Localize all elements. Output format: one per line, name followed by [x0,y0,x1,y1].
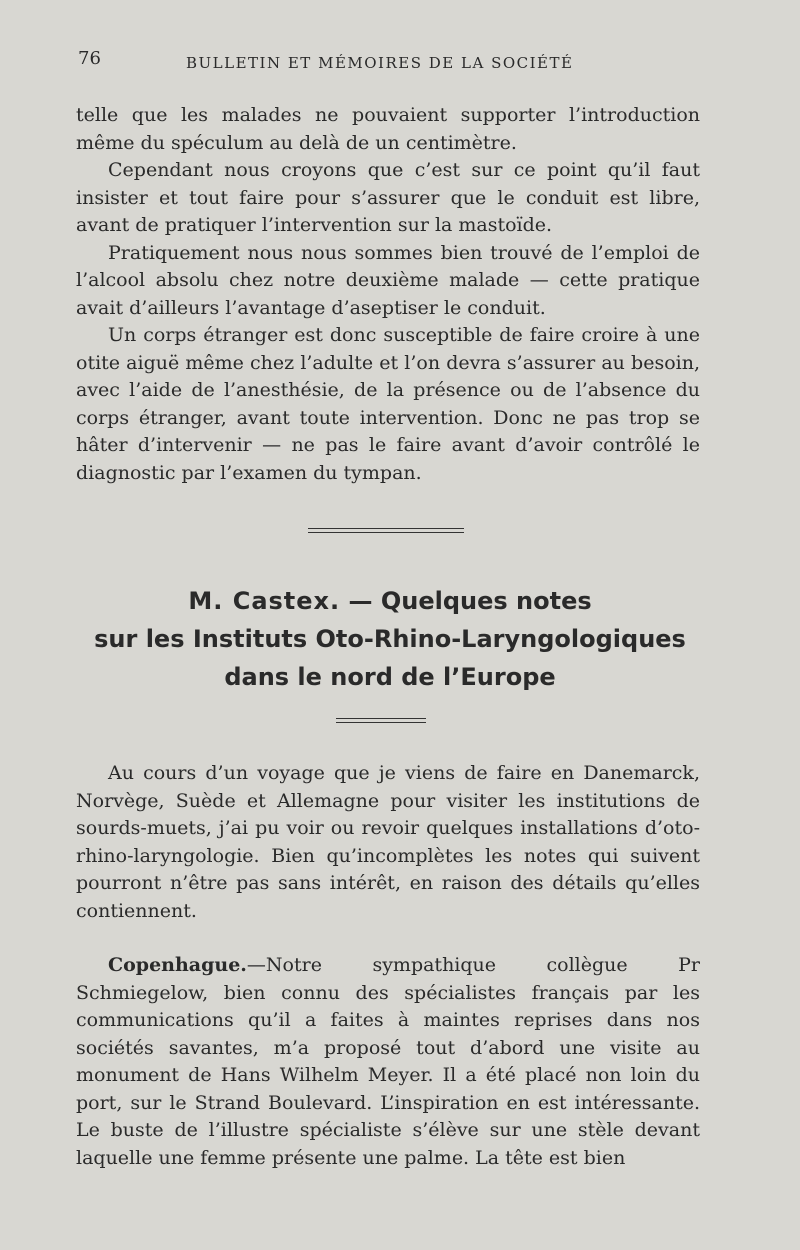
title-line: dans le nord de l’Europe [224,663,556,691]
top-text [76,102,700,487]
paragraph: telle que les malades ne pouvaient supporter l’introduction même du spéculum au delà de un centimètre. [76,104,700,154]
title-divider [336,718,426,723]
page-number: 76 [78,48,101,69]
paragraph [76,952,700,1172]
title-line: sur les Instituts Oto-Rhino-Laryngologiques [94,625,686,653]
running-title: BULLETIN ET MÉMOIRES DE LA SOCIÉTÉ [186,54,574,72]
section-text: —Notre sympathique collègue Pr Schmiegelow, bien connu des spécialistes français par les communications qu’il a faites à maintes reprises dans nos sociétés savantes, m’a proposé tout d’abord une visite au monument de Hans Wilhelm Meyer. Il a été placé non loin du port, sur le Strand Boulevard. L’inspiration en est intéressante. Le buste de l’illustre spécialiste s’élève sur une stèle devant laquelle une femme présente une palme. La tête est bien [76,954,700,1169]
paragraph: Cependant nous croyons que c’est sur ce point qu’il faut insister et tout faire pour s’assurer que le conduit est libre, avant de pratiquer l’intervention sur la mastoïde. [76,159,700,236]
section-lead: Copenhague. [108,954,247,976]
paragraph: Pratiquement nous nous sommes bien trouvé de l’emploi de l’alcool absolu chez notre deuxième malade — cette pratique avait d’ailleurs l’avantage d’aseptiser le conduit. [76,241,700,319]
section-divider [308,528,464,533]
article-author: M. Castex. [188,587,341,615]
title-line: — Quelques notes [348,587,592,615]
paragraph: Un corps étranger est donc susceptible de faire croire à une otite aiguë même chez l’adulte et l’on devra s’assurer au besoin, avec l’aide de l’anesthésie, de la présence ou de l’absence du corps étranger, avant toute intervention. Donc ne pas trop se hâter d’intervenir — ne pas le faire avant d’avoir contrôlé le diagnostic par l’examen du tympan. [76,324,700,484]
paragraph: Au cours d’un voyage que je viens de faire en Danemarck, Norvège, Suède et Allemagne pour visiter les institutions de sourds-muets, j’ai pu voir ou revoir quelques installations d’oto-rhino-laryngologie. Bien qu’incomplètes les notes qui suivent pourront n’être pas sans intérêt, en raison des détails qu’elles contiennent. [76,762,700,922]
article-intro [76,760,700,925]
article-section [76,952,700,1172]
article-title [70,582,710,696]
